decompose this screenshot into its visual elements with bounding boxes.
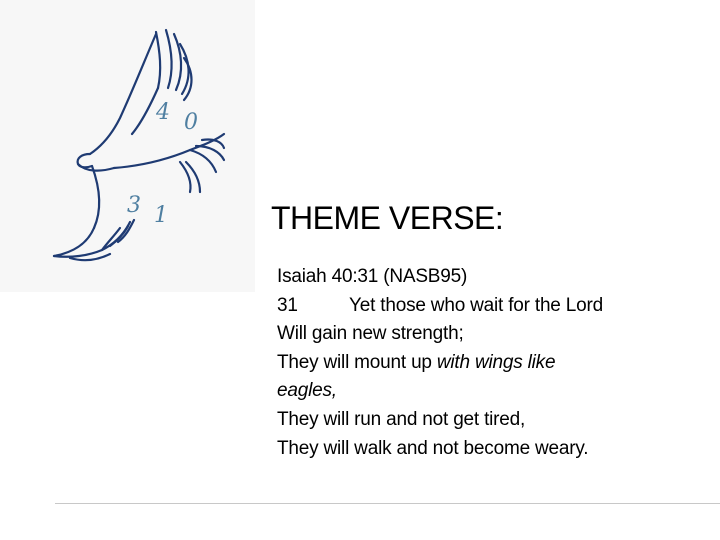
verse-line: They will walk and not become weary. bbox=[277, 437, 589, 459]
eagle-icon bbox=[40, 22, 240, 272]
verse-line bbox=[277, 349, 657, 378]
page-title: THEME VERSE: bbox=[271, 200, 504, 236]
verse-line bbox=[277, 292, 657, 321]
verse-text-italic: with wings like bbox=[436, 351, 556, 373]
verse-text: They will mount up bbox=[277, 351, 437, 373]
verse-line: They will run and not get tired, bbox=[277, 408, 526, 430]
verse-block bbox=[277, 263, 657, 463]
verse-text: Yet those who wait for the Lord bbox=[349, 294, 603, 316]
logo-panel bbox=[0, 0, 255, 292]
verse-number: 31 bbox=[277, 294, 298, 316]
logo-numeral: 1 bbox=[154, 203, 168, 228]
verse-line: Will gain new strength; bbox=[277, 323, 464, 345]
verse-reference: Isaiah 40:31 (NASB95) bbox=[277, 266, 468, 287]
logo-numeral: 4 bbox=[156, 100, 170, 125]
verse-line: eagles, bbox=[277, 380, 337, 402]
logo-numeral: 3 bbox=[127, 193, 141, 218]
logo-numeral: 0 bbox=[184, 110, 198, 135]
divider bbox=[55, 503, 720, 504]
